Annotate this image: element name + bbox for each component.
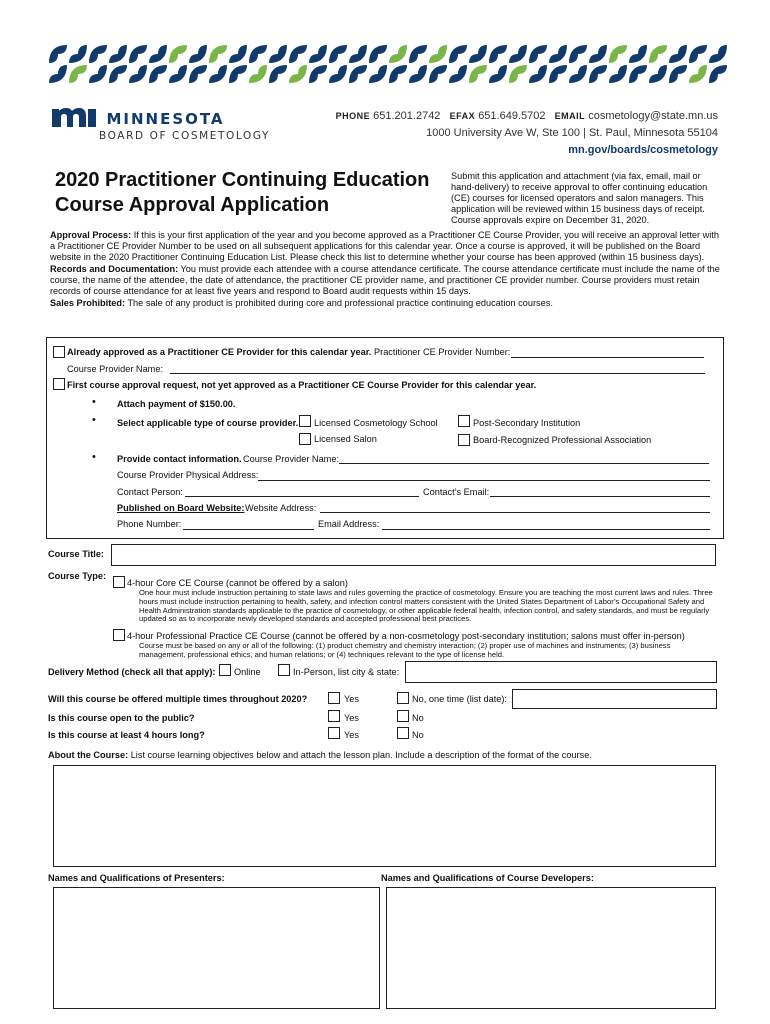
pattern-tile bbox=[669, 45, 687, 63]
pattern-tile bbox=[669, 65, 687, 83]
pattern-tile bbox=[169, 65, 187, 83]
pattern-tile bbox=[269, 45, 287, 63]
pattern-tile bbox=[169, 45, 187, 63]
pattern-tile bbox=[689, 65, 707, 83]
pattern-tile bbox=[689, 45, 707, 63]
pattern-tile bbox=[189, 45, 207, 63]
pattern-tile bbox=[549, 45, 567, 63]
pattern-tile bbox=[509, 45, 527, 63]
pattern-tile bbox=[49, 45, 67, 63]
pattern-tile bbox=[389, 45, 407, 63]
pattern-tile bbox=[69, 45, 87, 63]
logo-name: MINNESOTA bbox=[106, 110, 225, 128]
bullet-icon: • bbox=[92, 451, 96, 463]
pattern-tile bbox=[709, 45, 727, 63]
pattern-tile bbox=[529, 45, 547, 63]
logo-subtitle: BOARD OF COSMETOLOGY bbox=[99, 130, 271, 142]
pattern-tile bbox=[349, 65, 367, 83]
multiple-no-label: No, one time (list date): bbox=[412, 694, 507, 704]
pattern-tile bbox=[429, 65, 447, 83]
one-time-date-input[interactable] bbox=[512, 689, 717, 709]
hours-yes-label: Yes bbox=[344, 730, 359, 740]
presenters-label: Names and Qualifications of Presenters: bbox=[48, 873, 225, 883]
attach-payment-label: Attach payment of $150.00. bbox=[117, 399, 236, 409]
online-label: Online bbox=[234, 667, 261, 677]
contact-email-label: Contact’s Email: bbox=[423, 487, 490, 497]
pattern-tile bbox=[109, 45, 127, 63]
public-question: Is this course open to the public? bbox=[48, 713, 195, 723]
hours-no-checkbox[interactable] bbox=[397, 727, 409, 739]
licensed-salon-checkbox[interactable] bbox=[299, 433, 311, 445]
pattern-tile bbox=[329, 45, 347, 63]
pattern-tile bbox=[429, 45, 447, 63]
pattern-tile bbox=[309, 65, 327, 83]
sales-paragraph: Sales Prohibited: The sale of any product is prohibited during core and professional practice continuing education courses. bbox=[50, 298, 553, 308]
pattern-tile bbox=[589, 45, 607, 63]
public-yes-checkbox[interactable] bbox=[328, 710, 340, 722]
email-address-label: Email Address: bbox=[318, 519, 380, 529]
hours-question: Is this course at least 4 hours long? bbox=[48, 730, 205, 740]
pattern-tile bbox=[509, 65, 527, 83]
bullet-icon: • bbox=[92, 414, 96, 426]
licensed-salon-label: Licensed Salon bbox=[314, 434, 377, 444]
public-no-checkbox[interactable] bbox=[397, 710, 409, 722]
submit-instructions: Submit this application and attachment (via fax, email, mail or hand-delivery) to receive approval to offer continuing education (CE) courses for licensed operators and salon managers. This application will be reviewed within 15 business days of receipt. Course approvals expire on December 31, 2020. bbox=[451, 171, 708, 225]
pattern-tile bbox=[129, 45, 147, 63]
hours-no-label: No bbox=[412, 730, 424, 740]
address-line: 1000 University Ave W, Ste 100 | St. Paul, Minnesota 55104 bbox=[426, 127, 718, 139]
pattern-tile bbox=[109, 65, 127, 83]
pattern-tile bbox=[229, 65, 247, 83]
pattern-tile bbox=[329, 65, 347, 83]
records-paragraph: Records and Documentation: You must provide each attendee with a course attendance certificate. The course attendance certificate must include the name of the course, the name of the attendee, the date of attendance, the practitioner CE provider name, and practitioner CE provider number. Course providers must retain records of course attendance for at least five years and respond to Board audit requests within 15 days. bbox=[50, 264, 720, 296]
pattern-tile bbox=[189, 65, 207, 83]
in-person-label: In-Person, list city & state: bbox=[293, 667, 400, 677]
minnesota-mark-icon bbox=[52, 105, 96, 132]
decorative-pattern-banner bbox=[48, 44, 728, 84]
pattern-tile bbox=[489, 45, 507, 63]
phone-number-field[interactable] bbox=[183, 520, 314, 530]
pattern-tile bbox=[69, 65, 87, 83]
multiple-yes-checkbox[interactable] bbox=[328, 692, 340, 704]
pattern-tile bbox=[269, 65, 287, 83]
website-line: mn.gov/boards/cosmetology bbox=[568, 144, 718, 156]
pattern-tile bbox=[469, 45, 487, 63]
multiple-times-question: Will this course be offered multiple times throughout 2020? bbox=[48, 694, 308, 704]
physical-address-field[interactable] bbox=[258, 471, 710, 481]
pattern-tile bbox=[89, 45, 107, 63]
presenters-textarea[interactable] bbox=[53, 887, 380, 1009]
core-course-label: 4-hour Core CE Course (cannot be offered by a salon) bbox=[127, 578, 348, 588]
website-address-field[interactable] bbox=[320, 503, 710, 513]
board-association-label: Board-Recognized Professional Association bbox=[473, 435, 652, 445]
provider-name-field[interactable] bbox=[170, 364, 705, 374]
page-title: 2020 Practitioner Continuing Education Course Approval Application bbox=[55, 169, 430, 216]
core-course-checkbox[interactable] bbox=[113, 576, 125, 588]
pattern-tile bbox=[49, 65, 67, 83]
pattern-tile bbox=[89, 65, 107, 83]
contact-email-field[interactable] bbox=[490, 487, 710, 497]
pattern-tile bbox=[369, 45, 387, 63]
provider-name-label: Course Provider Name: bbox=[67, 364, 163, 374]
pattern-tile bbox=[389, 65, 407, 83]
licensed-school-label: Licensed Cosmetology School bbox=[314, 418, 438, 428]
pattern-tile bbox=[409, 65, 427, 83]
pattern-tile bbox=[649, 45, 667, 63]
about-course-label: About the Course: List course learning objectives below and attach the lesson plan. Include a description of the format of the course. bbox=[48, 750, 592, 760]
pattern-tile bbox=[249, 65, 267, 83]
pattern-tile bbox=[149, 45, 167, 63]
bullet-icon: • bbox=[92, 396, 96, 408]
pattern-tile bbox=[489, 65, 507, 83]
pattern-tile bbox=[449, 45, 467, 63]
post-secondary-label: Post-Secondary Institution bbox=[473, 418, 581, 428]
pattern-tile bbox=[549, 65, 567, 83]
already-approved-checkbox[interactable] bbox=[53, 346, 65, 358]
pattern-tile bbox=[289, 45, 307, 63]
pattern-tile bbox=[349, 45, 367, 63]
pattern-tile bbox=[209, 45, 227, 63]
post-secondary-checkbox[interactable] bbox=[458, 415, 470, 427]
provider-number-label: Practitioner CE Provider Number: bbox=[374, 347, 511, 357]
board-association-checkbox[interactable] bbox=[458, 434, 470, 446]
efax-value: 651.649.5702 bbox=[478, 110, 546, 122]
pattern-tile bbox=[409, 45, 427, 63]
hours-yes-checkbox[interactable] bbox=[328, 727, 340, 739]
about-course-textarea[interactable] bbox=[53, 765, 716, 867]
contact-info-label: Provide contact information. bbox=[117, 454, 242, 464]
pattern-tile bbox=[309, 45, 327, 63]
provider-number-field[interactable] bbox=[511, 348, 704, 358]
pattern-tile bbox=[569, 65, 587, 83]
course-title-label: Course Title: bbox=[48, 549, 104, 559]
email-address-field[interactable] bbox=[382, 520, 710, 530]
email-value: cosmetology@state.mn.us bbox=[588, 110, 718, 122]
provider-name2-field[interactable] bbox=[339, 454, 709, 464]
contact-line: PHONE 651.201.2742 EFAX 651.649.5702 EMAIL cosmetology@state.mn.us bbox=[335, 110, 718, 122]
pattern-tile bbox=[649, 65, 667, 83]
pattern-tile bbox=[529, 65, 547, 83]
pattern-tile bbox=[589, 65, 607, 83]
approval-process-paragraph: Approval Process: If this is your first application of the year and you become approved as a Practitioner CE Course Provider, you will receive an approval letter with a Practitioner CE Provider Number to be used on all subsequent applications for this calendar year. Once a course is approved, it will be published on the Board website in the 2020 Practitioner Continuing Education List. Please check this list to determine whether your course has been approved (within 15 business days). bbox=[50, 230, 719, 262]
pattern-tile bbox=[569, 45, 587, 63]
physical-address-label: Course Provider Physical Address: bbox=[117, 470, 259, 480]
provider-name2-label: Course Provider Name: bbox=[243, 454, 339, 464]
contact-person-field[interactable] bbox=[185, 487, 419, 497]
pattern-tile bbox=[229, 45, 247, 63]
core-course-description: One hour must include instruction pertaining to state laws and rules governing the practice of cosmetology. Ensure you are teaching the most current laws and rules. Three hours must include instruction pertaining to health, safety, and infection control matters consistent with the United States Department of Labor’s Occupational Safety and Health Administration standards applicable to the practice of cosmetology, or other applicable federal health, infection control, and safety standards, and must be regularly updated so as to incorporate newly developed standards and accepted professional best practices. bbox=[139, 588, 713, 624]
pattern-tile bbox=[129, 65, 147, 83]
multiple-no-checkbox[interactable] bbox=[397, 692, 409, 704]
course-title-input[interactable] bbox=[111, 544, 716, 566]
online-checkbox[interactable] bbox=[219, 664, 231, 676]
public-yes-label: Yes bbox=[344, 713, 359, 723]
website-address-label: Website Address: bbox=[245, 503, 317, 513]
in-person-location-input[interactable] bbox=[405, 661, 717, 683]
pattern-tile bbox=[609, 45, 627, 63]
minnesota-logo bbox=[52, 105, 225, 132]
pattern-tile bbox=[289, 65, 307, 83]
course-type-label: Course Type: bbox=[48, 571, 107, 581]
contact-person-label: Contact Person: bbox=[117, 487, 183, 497]
pattern-tile bbox=[609, 65, 627, 83]
professional-course-label: 4-hour Professional Practice CE Course (cannot be offered by a non-cosmetology post-secondary institution; salons must offer in-person) bbox=[127, 631, 685, 641]
select-type-label: Select applicable type of course provider. bbox=[117, 418, 299, 428]
pattern-tile bbox=[629, 45, 647, 63]
developers-label: Names and Qualifications of Course Developers: bbox=[381, 873, 594, 883]
professional-course-checkbox[interactable] bbox=[113, 629, 125, 641]
licensed-school-checkbox[interactable] bbox=[299, 415, 311, 427]
pattern-tile bbox=[209, 65, 227, 83]
multiple-yes-label: Yes bbox=[344, 694, 359, 704]
professional-course-description: Course must be based on any or all of the following: (1) product chemistry and chemistry interaction; (2) proper use of machines and instruments; (3) business management, professional ethics, and human relations; or (4) techniques relevant to the type of license held. bbox=[139, 641, 671, 659]
already-approved-label: Already approved as a Practitioner CE Provider for this calendar year. bbox=[67, 347, 372, 357]
pattern-tile bbox=[249, 45, 267, 63]
pattern-tile bbox=[709, 65, 727, 83]
phone-value: 651.201.2742 bbox=[373, 110, 441, 122]
in-person-checkbox[interactable] bbox=[278, 664, 290, 676]
published-label: Published on Board Website: bbox=[117, 503, 245, 513]
first-request-label: First course approval request, not yet approved as a Practitioner CE Course Provider for this calendar year. bbox=[67, 380, 537, 390]
pattern-tile bbox=[369, 65, 387, 83]
public-no-label: No bbox=[412, 713, 424, 723]
pattern-tile bbox=[629, 65, 647, 83]
pattern-tile bbox=[469, 65, 487, 83]
delivery-method-label: Delivery Method (check all that apply): bbox=[48, 667, 216, 677]
first-request-checkbox[interactable] bbox=[53, 378, 65, 390]
phone-number-label: Phone Number: bbox=[117, 519, 182, 529]
developers-textarea[interactable] bbox=[386, 887, 716, 1009]
pattern-tile bbox=[149, 65, 167, 83]
pattern-tile bbox=[449, 65, 467, 83]
